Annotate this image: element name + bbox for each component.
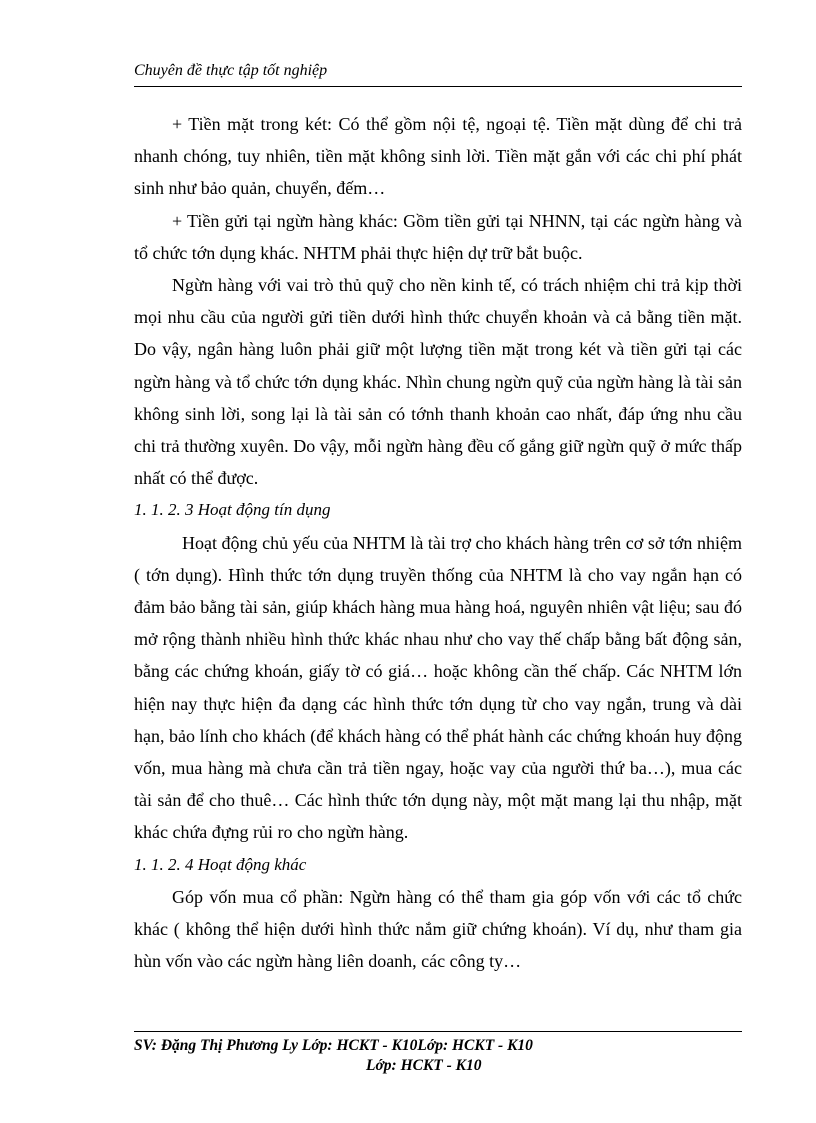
footer-student-line: SV: Đặng Thị Phương Ly Lớp: HCKT - K10Lớp: HCKT - K10 xyxy=(134,1037,533,1054)
page-footer xyxy=(134,1036,742,1076)
section-heading-credit-activity: 1. 1. 2. 3 Hoạt động tín dụng xyxy=(134,500,331,520)
paragraph-credit-activity: Hoạt động chủ yếu của NHTM là tài trợ cho khách hàng trên cơ sở tớn nhiệm ( tớn dụng). Hình thức tớn dụng truyền thống của NHTM là cho vay ngắn hạn có đảm bảo bằng tài sản, giúp khách hàng mua hàng hoá, nguyên nhiên vật liệu; sau đó mở rộng thành nhiều hình thức khác nhau như cho vay thế chấp bằng bất động sản, bằng các chứng khoán, giấy tờ có giá… hoặc không cần thế chấp. Các NHTM lớn hiện nay thực hiện đa dạng các hình thức tớn dụng từ cho vay ngắn, trung và dài hạn, bảo lính cho khách (để khách hàng có thể phát hành các chứng khoán huy động vốn, mua hàng mà chưa cần trả tiền ngay, hoặc vay của người thứ ba…), mua các tài sản để cho thuê… Các hình thức tớn dụng này, một mặt mang lại thu nhập, mặt khác chứa đựng rủi ro cho ngừn hàng. xyxy=(134,532,742,843)
section-heading-other-activity: 1. 1. 2. 4 Hoạt động khác xyxy=(134,854,307,874)
footer-divider xyxy=(134,1031,742,1032)
paragraph-bank-treasury-role: Ngừn hàng với vai trò thủ quỹ cho nền kinh tế, có trách nhiệm chi trả kịp thời mọi nhu cầu của người gửi tiền dưới hình thức chuyển khoản và cả bằng tiền mặt. Do vậy, ngân hàng luôn phải giữ một lượng tiền mặt trong két và tiền gửi tại các ngừn hàng và tổ chức tớn dụng khác. Nhìn chung ngừn quỹ của ngừn hàng là tài sản không sinh lời, song lại là tài sản có tớnh thanh khoản cao nhất, đáp ứng nhu cầu chi trả thường xuyên. Do vậy, mỗi ngừn hàng đều cố gắng giữ ngừn quỹ ở mức thấp nhất có thể được. xyxy=(134,275,742,489)
paragraph-equity-investment: Góp vốn mua cổ phần: Ngừn hàng có thể tham gia góp vốn với các tổ chức khác ( không thể hiện dưới hình thức nắm giữ chứng khoán). Ví dụ, như tham gia hùn vốn vào các ngừn hàng liên doanh, các công ty… xyxy=(134,886,742,972)
header-divider xyxy=(134,86,742,87)
paragraph-cash-in-vault: + Tiền mặt trong két: Có thể gồm nội tệ, ngoại tệ. Tiền mặt dùng để chi trả nhanh chóng, tuy nhiên, tiền mặt không sinh lời. Tiền mặt gắn với các chi phí phát sinh như bảo quản, chuyển, đếm… xyxy=(134,114,742,199)
document-body xyxy=(134,108,742,977)
footer-class-line: Lớp: HCKT - K10 xyxy=(366,1057,482,1074)
paragraph-deposits-at-other-banks: + Tiền gửi tại ngừn hàng khác: Gồm tiền gửi tại NHNN, tại các ngừn hàng và tổ chức tớn dụng khác. NHTM phải thực hiện dự trữ bắt buộc. xyxy=(134,210,742,263)
page-header-title: Chuyên đề thực tập tốt nghiệp xyxy=(134,62,328,79)
